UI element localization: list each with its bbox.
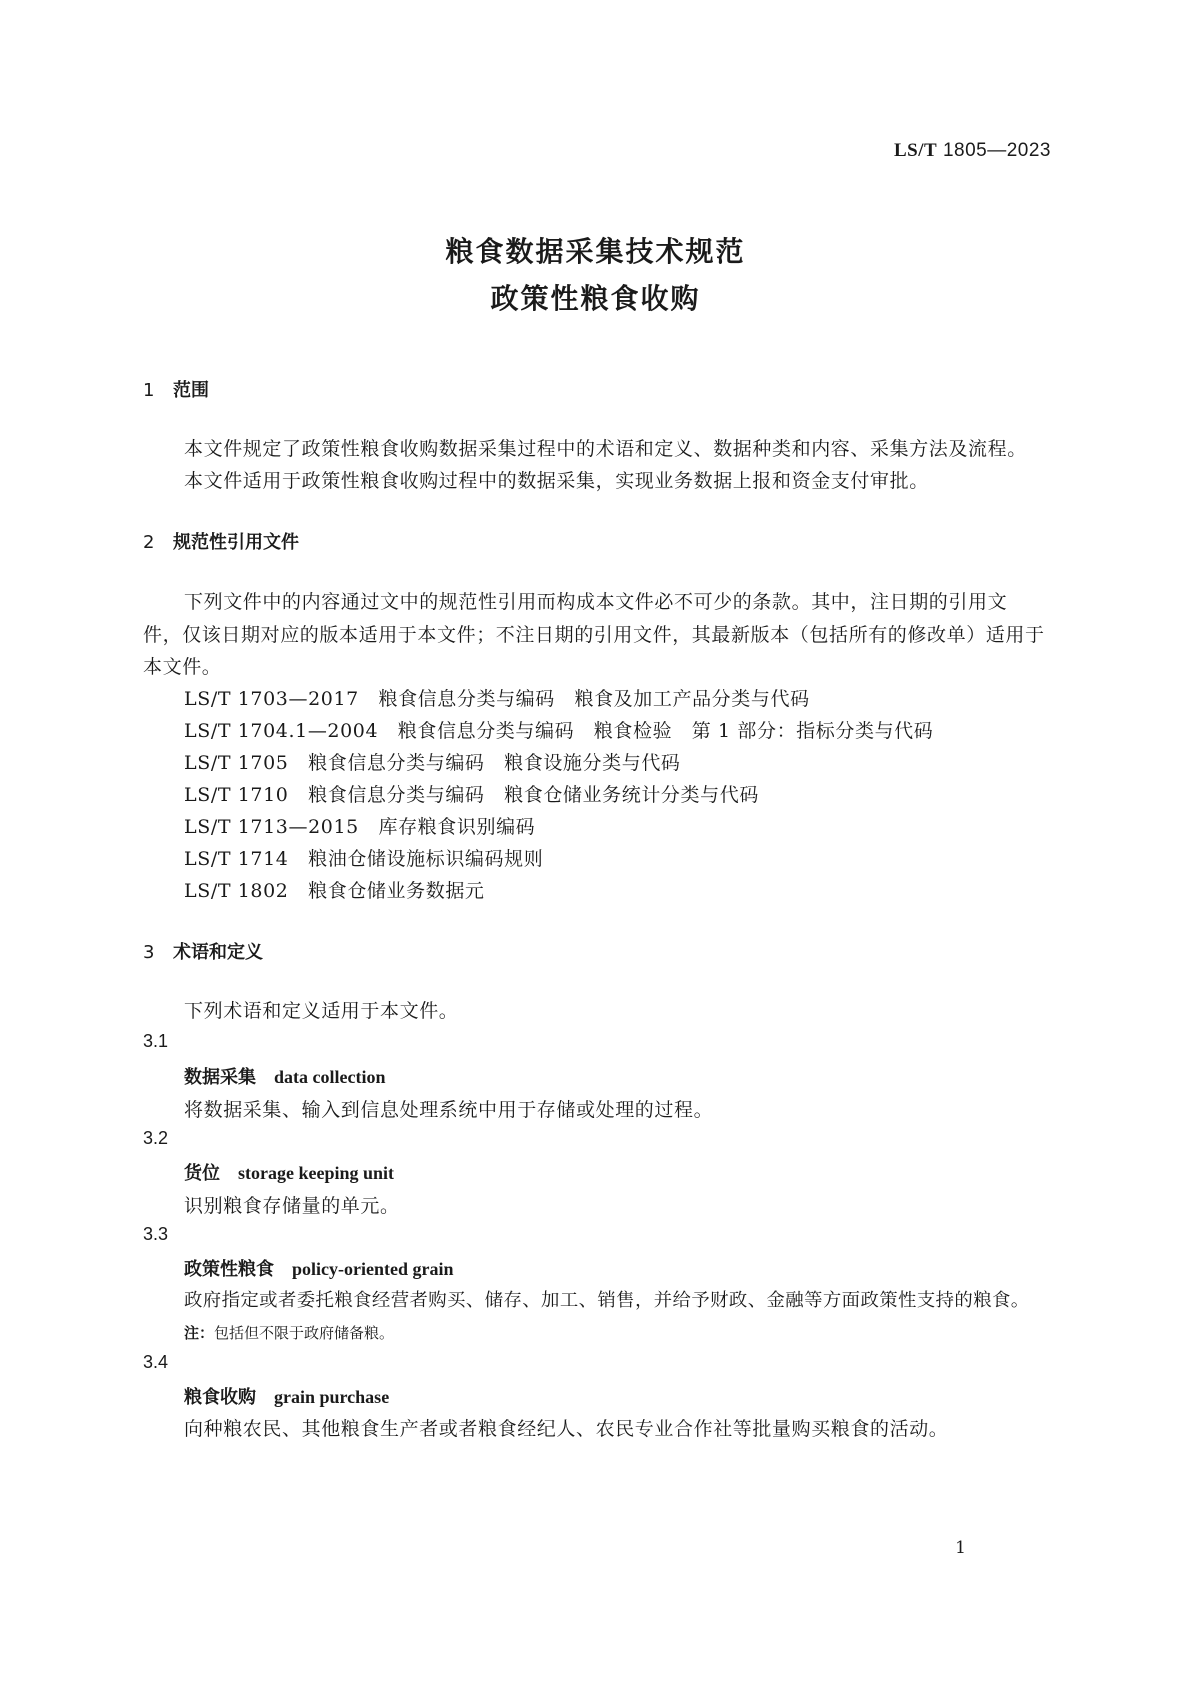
- section-heading-terms: [143, 938, 263, 964]
- document-title: 粮食数据采集技术规范: [445, 235, 746, 268]
- term-entry: [184, 1383, 389, 1409]
- reference-title: 粮食信息分类与编码 粮食及加工产品分类与代码: [378, 688, 810, 710]
- reference-item: [184, 716, 933, 743]
- term-en: data collection: [274, 1067, 386, 1087]
- reference-title: 粮食信息分类与编码 粮食设施分类与代码: [308, 752, 681, 774]
- reference-code: LS/T 1710: [184, 784, 289, 806]
- term-definition: 识别粮食存储量的单元。: [184, 1195, 400, 1217]
- note-label: 注：: [184, 1324, 215, 1342]
- standard-code-number: 1805—2023: [942, 140, 1051, 161]
- section-title: 范围: [173, 380, 209, 401]
- reference-item: [184, 812, 535, 839]
- term-number: 3.4: [143, 1352, 169, 1372]
- term-entry: [184, 1255, 453, 1281]
- paragraph: 本文件规定了政策性粮食收购数据采集过程中的术语和定义、数据种类和内容、采集方法及流程。: [184, 438, 1027, 460]
- page-number: 1: [955, 1538, 966, 1558]
- term-definition: 政府指定或者委托粮食经营者购买、储存、加工、销售，并给予财政、金融等方面政策性支持的粮食。: [184, 1290, 1030, 1311]
- reference-item: [184, 684, 810, 711]
- section-title: 术语和定义: [173, 942, 263, 963]
- term-entry: [184, 1063, 385, 1089]
- term-zh: 粮食收购: [184, 1387, 256, 1408]
- note-text: 包括但不限于政府储备粮。: [214, 1324, 395, 1342]
- section-number: 2: [143, 532, 155, 553]
- reference-code: LS/T 1714: [184, 848, 289, 870]
- reference-title: 粮食信息分类与编码 粮食检验 第 1 部分：指标分类与代码: [397, 720, 934, 742]
- reference-item: [184, 876, 485, 903]
- reference-title: 粮食仓储业务数据元: [308, 880, 485, 902]
- term-note: [184, 1322, 394, 1343]
- term-zh: 政策性粮食: [184, 1259, 274, 1280]
- paragraph-line: 件，仅该日期对应的版本适用于本文件；不注日期的引用文件，其最新版本（包括所有的修改单）适用于: [143, 624, 1045, 646]
- reference-code: LS/T 1704.1—2004: [184, 720, 379, 742]
- reference-code: LS/T 1713—2015: [184, 816, 359, 838]
- term-definition: 向种粮农民、其他粮食生产者或者粮食经纪人、农民专业合作社等批量购买粮食的活动。: [184, 1418, 949, 1440]
- term-zh: 货位: [184, 1163, 220, 1184]
- section-title: 规范性引用文件: [173, 532, 299, 553]
- reference-title: 粮食信息分类与编码 粮食仓储业务统计分类与代码: [308, 784, 759, 806]
- reference-item: [184, 748, 681, 775]
- document-subtitle: 政策性粮食收购: [490, 282, 701, 315]
- term-number: 3.3: [143, 1224, 169, 1244]
- reference-item: [184, 844, 543, 871]
- term-number: 3.2: [143, 1128, 169, 1148]
- reference-title: 粮油仓储设施标识编码规则: [308, 848, 544, 870]
- term-definition: 将数据采集、输入到信息处理系统中用于存储或处理的过程。: [184, 1099, 714, 1121]
- standard-code-prefix: LS/T: [893, 140, 938, 161]
- paragraph-line: 下列文件中的内容通过文中的规范性引用而构成本文件必不可少的条款。其中，注日期的引用文: [184, 591, 1008, 613]
- term-number: 3.1: [143, 1031, 169, 1051]
- term-zh: 数据采集: [184, 1067, 256, 1088]
- term-en: grain purchase: [274, 1387, 390, 1407]
- paragraph: 下列术语和定义适用于本文件。: [184, 1000, 459, 1022]
- reference-code: LS/T 1705: [184, 752, 289, 774]
- term-entry: [184, 1159, 394, 1185]
- reference-code: LS/T 1703—2017: [184, 688, 359, 710]
- section-heading-scope: [143, 376, 209, 402]
- term-en: storage keeping unit: [238, 1163, 395, 1183]
- reference-item: [184, 780, 759, 807]
- standard-code: [894, 140, 1051, 162]
- paragraph: 本文件适用于政策性粮食收购过程中的数据采集，实现业务数据上报和资金支付审批。: [184, 470, 929, 492]
- reference-code: LS/T 1802: [184, 880, 289, 902]
- section-number: 3: [143, 942, 155, 963]
- section-number: 1: [143, 380, 155, 401]
- term-en: policy-oriented grain: [292, 1259, 454, 1279]
- reference-title: 库存粮食识别编码: [378, 816, 536, 838]
- section-heading-references: [143, 528, 299, 554]
- paragraph-line: 本文件。: [143, 656, 222, 678]
